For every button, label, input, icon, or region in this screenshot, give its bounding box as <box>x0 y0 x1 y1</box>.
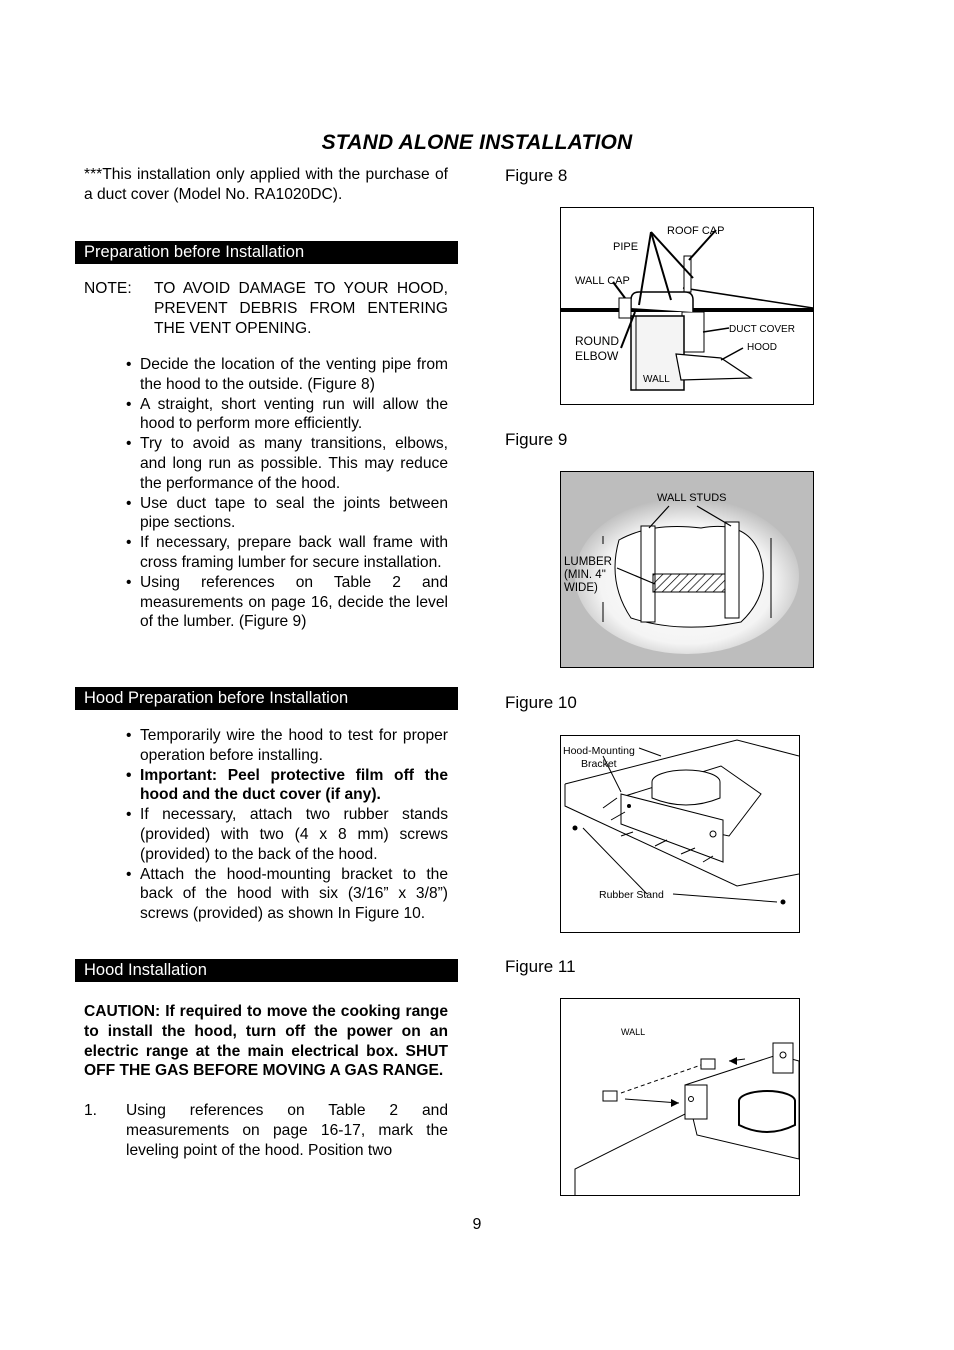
list-item: • Decide the location of the venting pipe from the hood to the outside. (Figure 8) <box>126 356 448 393</box>
step-text: Using references on Table 2 and measurements on page 16-17, mark the leveling point of the hood. Position two <box>126 1102 448 1159</box>
page-title: STAND ALONE INSTALLATION <box>321 131 633 154</box>
rubber-stand-callout: Rubber Stand <box>599 889 664 901</box>
figure-8-label: Figure 8 <box>505 166 568 185</box>
wall-studs-callout: WALL STUDS <box>657 492 727 504</box>
intro-text: ***This installation only applied with the purchase of a duct cover (Model No. RA1020DC). <box>84 166 448 203</box>
lumber-callout: LUMBER <box>564 556 612 568</box>
duct-cover-callout: DUCT COVER <box>729 324 795 335</box>
step-number: 1. <box>84 1102 98 1119</box>
note-text: TO AVOID DAMAGE TO YOUR HOOD, PREVENT DEBRIS FROM ENTERING THE VENT OPENING. <box>154 280 448 337</box>
list-item: • Use duct tape to seal the joints between pipe sections. <box>126 494 448 532</box>
list-item: • A straight, short venting run will allow the hood to perform more efficiently. <box>126 395 448 433</box>
figure-10-label: Figure 10 <box>505 693 577 712</box>
lumber-min-callout: (MIN. 4" <box>564 569 606 581</box>
wall-cap-callout: WALL CAP <box>575 275 630 287</box>
figure-8-venting-diagram <box>560 207 814 405</box>
roof-cap-callout: ROOF CAP <box>667 225 725 237</box>
list-item: • Attach the hood-mounting bracket to the back of the hood with six (3/16” x 3/8”) screws (provided) as shown In Figure 10. <box>126 865 448 923</box>
figure-11-wall-mounting-diagram <box>560 998 800 1196</box>
pipe-callout: PIPE <box>613 241 639 253</box>
figure-9-wall-studs-diagram <box>560 471 814 668</box>
hood-mounting-callout: Hood-Mounting <box>563 745 635 757</box>
figure-11-label: Figure 11 <box>505 957 576 976</box>
important-list-item: • Important: Peel protective film off the hood and the duct cover (if any). <box>126 766 448 804</box>
hood-preparation-bullet-list <box>124 726 448 924</box>
section-header-preparation: Preparation before Installation <box>75 241 458 264</box>
section-header-hood-installation: Hood Installation <box>75 959 458 982</box>
figure-9-label: Figure 9 <box>505 430 568 449</box>
preparation-bullet-list <box>124 355 448 632</box>
step-1 <box>84 1101 448 1160</box>
figure-10-bracket-diagram <box>560 735 800 933</box>
list-item: • Using references on Table 2 and measurements on page 16, decide the level of the lumber. (Figure 9) <box>126 573 448 631</box>
lumber-wide-callout: WIDE) <box>564 582 598 594</box>
list-item: • Temporarily wire the hood to test for proper operation before installing. <box>126 727 448 764</box>
note-label: NOTE: <box>84 280 132 297</box>
wall-callout: WALL <box>643 374 670 385</box>
section-header-hood-preparation: Hood Preparation before Installation <box>75 687 458 710</box>
list-item: • Try to avoid as many transitions, elbows, and long run as possible. This may reduce the performance of the hood. <box>126 435 448 492</box>
page-number: 9 <box>472 1216 482 1233</box>
list-item: • If necessary, attach two rubber stands (provided) with two (4 x 8 mm) screws (provided) to the back of the hood. <box>126 806 448 863</box>
note-block <box>84 279 448 338</box>
hood-callout: HOOD <box>747 342 777 353</box>
list-item: • If necessary, prepare back wall frame with cross framing lumber for secure installation. <box>126 534 448 571</box>
bracket-callout: Bracket <box>581 758 617 770</box>
elbow-callout: ELBOW <box>575 349 619 363</box>
wall-callout: WALL <box>621 1027 646 1037</box>
caution-text: CAUTION: If required to move the cooking range to install the hood, turn off the power on an electric range at the main electrical box. SHUT OFF THE GAS BEFORE MOVING A GAS RANGE. <box>84 1003 448 1080</box>
round-callout: ROUND <box>575 334 619 348</box>
